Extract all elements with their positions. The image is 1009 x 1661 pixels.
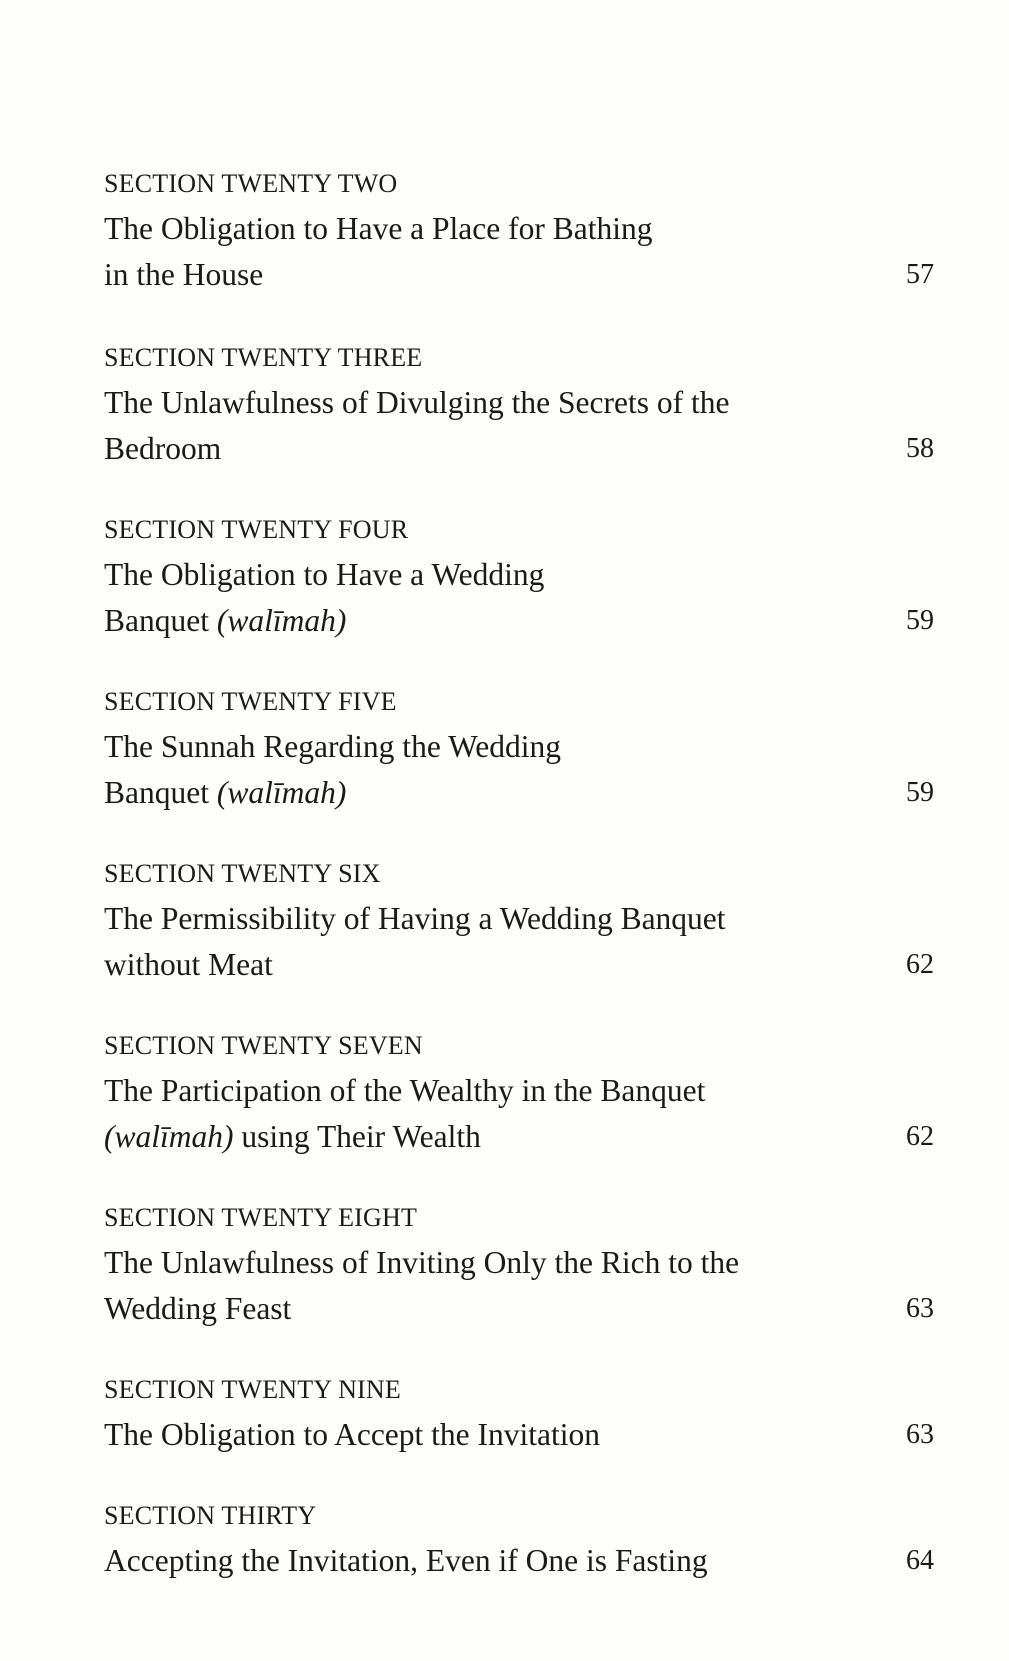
toc-entry-section-27 xyxy=(104,1028,934,1160)
section-title xyxy=(104,552,934,644)
title-text: using Their Wealth xyxy=(233,1119,481,1154)
section-label: SECTION TWENTY NINE xyxy=(104,1375,401,1404)
section-title-line: The Unlawfulness of Divulging the Secrets of the xyxy=(104,385,730,420)
page-number: 59 xyxy=(906,605,934,636)
section-label: SECTION TWENTY TWO xyxy=(104,169,398,198)
section-title-line: The Sunnah Regarding the Wedding xyxy=(104,729,562,764)
page-number: 63 xyxy=(906,1293,934,1324)
toc-entry-section-24 xyxy=(104,512,934,644)
section-title-line xyxy=(104,1114,844,1160)
toc-entry-section-28 xyxy=(104,1200,934,1332)
section-title xyxy=(104,1068,934,1160)
section-label: SECTION TWENTY FIVE xyxy=(104,687,397,716)
section-title-line: Accepting the Invitation, Even if One is Fasting xyxy=(104,1543,708,1578)
toc-entry-section-23 xyxy=(104,340,934,472)
page-number: 63 xyxy=(906,1419,934,1450)
toc-entry-section-29 xyxy=(104,1372,934,1458)
toc-entry-section-25 xyxy=(104,684,934,816)
toc-entry-section-26 xyxy=(104,856,934,988)
table-of-contents xyxy=(104,166,934,1624)
transliterated-term: (walīmah) xyxy=(216,775,347,810)
section-title xyxy=(104,380,934,472)
section-title xyxy=(104,206,934,298)
section-label: SECTION TWENTY SEVEN xyxy=(104,1031,423,1060)
section-title-line: The Obligation to Accept the Invitation xyxy=(104,1417,601,1452)
section-title xyxy=(104,724,934,816)
section-title-line xyxy=(104,598,844,644)
section-title-line: Wedding Feast xyxy=(104,1291,292,1326)
section-title xyxy=(104,1412,934,1458)
section-title-line: The Permissibility of Having a Wedding Banquet xyxy=(104,901,726,936)
page-number: 59 xyxy=(906,777,934,808)
section-title-line: The Unlawfulness of Inviting Only the Rich to the xyxy=(104,1245,740,1280)
section-title-line: Bedroom xyxy=(104,431,222,466)
section-label: SECTION THIRTY xyxy=(104,1501,317,1530)
section-title-line: The Obligation to Have a Place for Bathing xyxy=(104,211,653,246)
transliterated-term: (walīmah) xyxy=(216,603,347,638)
page-number: 62 xyxy=(906,1121,934,1152)
page-number: 64 xyxy=(906,1545,934,1576)
section-label: SECTION TWENTY THREE xyxy=(104,343,423,372)
page-number: 62 xyxy=(906,949,934,980)
page-number: 57 xyxy=(906,259,934,290)
toc-entry-section-30 xyxy=(104,1498,934,1584)
title-text: Banquet xyxy=(104,775,217,810)
toc-entry-section-22 xyxy=(104,166,934,298)
section-label: SECTION TWENTY FOUR xyxy=(104,515,409,544)
section-title-line: in the House xyxy=(104,257,264,292)
section-title xyxy=(104,1538,934,1584)
section-title-line: The Participation of the Wealthy in the Banquet xyxy=(104,1073,706,1108)
transliterated-term: (walīmah) xyxy=(104,1119,234,1154)
section-title-line: without Meat xyxy=(104,947,273,982)
page-number: 58 xyxy=(906,433,934,464)
section-label: SECTION TWENTY SIX xyxy=(104,859,381,888)
section-title-line xyxy=(104,770,844,816)
section-label: SECTION TWENTY EIGHT xyxy=(104,1203,418,1232)
section-title-line: The Obligation to Have a Wedding xyxy=(104,557,545,592)
title-text: Banquet xyxy=(104,603,217,638)
section-title xyxy=(104,896,934,988)
section-title xyxy=(104,1240,934,1332)
